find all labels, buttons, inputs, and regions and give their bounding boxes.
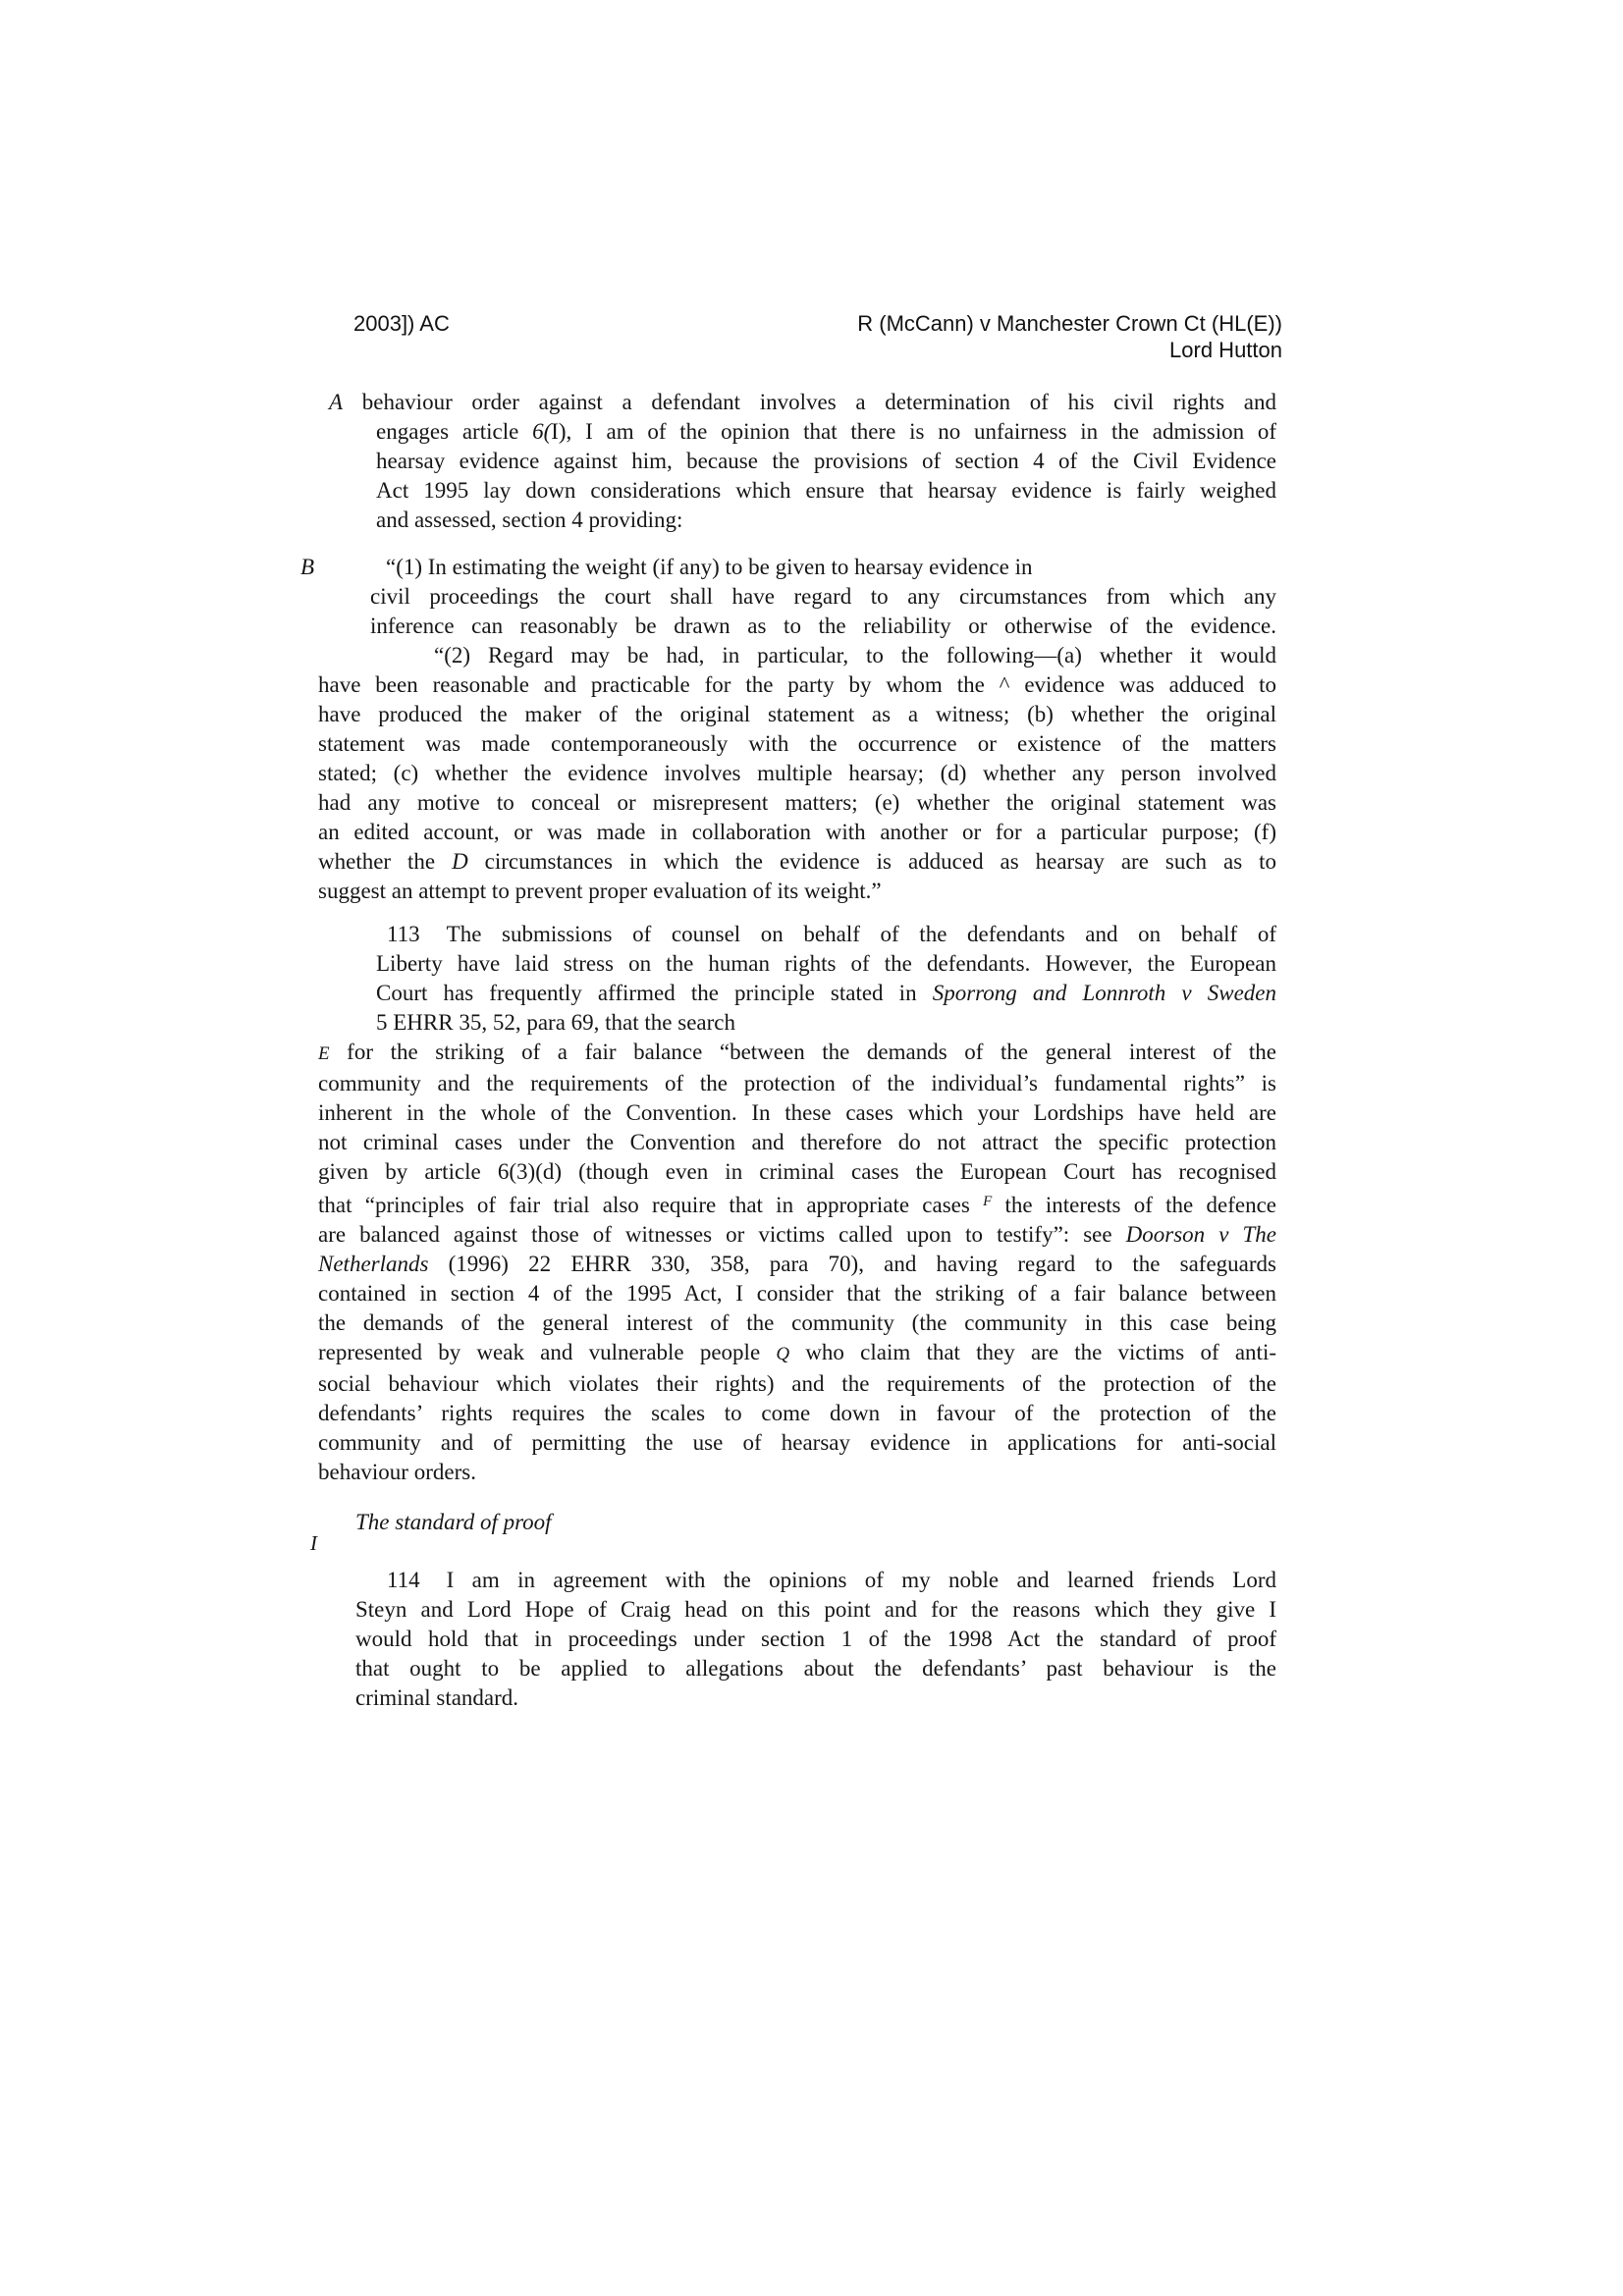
- text-segment: contained in section 4 of the 1995 Act, I consider that the striking of a fair balance between: [318, 1281, 1276, 1306]
- text-line: [318, 1279, 1276, 1308]
- para-a: [318, 388, 1276, 535]
- header-case-block: [318, 310, 1282, 363]
- text-segment: for the striking of a fair balance “between the demands of the general interest of the: [329, 1040, 1276, 1064]
- text-segment: 6(: [532, 419, 552, 444]
- text-segment: I), I am of the opinion that there is no unfairness in the admission of: [551, 419, 1276, 444]
- text-segment: The standard of proof: [355, 1510, 552, 1534]
- text-segment: I am in agreement with the opinions of my noble and learned friends Lord: [446, 1568, 1276, 1592]
- text-segment: D: [452, 849, 468, 874]
- text-line: [318, 1187, 1276, 1220]
- text-line: [318, 1338, 1276, 1369]
- text-segment: whether the: [318, 849, 453, 874]
- text-segment: Liberty have laid stress on the human rights of the defendants. However, the European: [376, 951, 1276, 976]
- text-line: [318, 388, 1276, 417]
- text-segment: hearsay evidence against him, because the provisions of section 4 of the Civil Evidence: [376, 449, 1276, 473]
- text-segment: that “principles of fair trial also require that in appropriate cases: [318, 1193, 984, 1217]
- text-line: [318, 447, 1276, 476]
- text-segment: inference can reasonably be drawn as to the reliability or otherwise of the evidence.: [370, 614, 1276, 638]
- text-line: [318, 1508, 1276, 1537]
- text-segment: behaviour orders.: [318, 1460, 476, 1484]
- text-line: [318, 476, 1276, 506]
- margin-letter-i: I: [310, 1531, 317, 1555]
- text-line: [318, 877, 1276, 906]
- text-segment: suggest an attempt to prevent proper evaluation of its weight.”: [318, 879, 882, 903]
- text-line: [318, 1654, 1276, 1683]
- text-line: [318, 1399, 1276, 1428]
- text-line: [318, 612, 1276, 641]
- text-segment: The submissions of counsel on behalf of the defendants and on behalf of: [446, 922, 1276, 946]
- text-line: [318, 759, 1276, 788]
- text-line: [318, 1683, 1276, 1713]
- text-segment: social behaviour which violates their rights) and the requirements of the protection of the: [318, 1371, 1276, 1396]
- text-line: [318, 1157, 1276, 1187]
- header-judge: Lord Hutton: [1169, 338, 1282, 362]
- text-line: [318, 582, 1276, 612]
- text-line: [318, 979, 1276, 1008]
- text-segment: who claim that they are the victims of anti-: [789, 1340, 1276, 1364]
- text-segment: criminal standard.: [355, 1685, 519, 1710]
- text-segment: Netherlands: [318, 1252, 429, 1276]
- text-line: [318, 1595, 1276, 1625]
- text-segment: community and of permitting the use of hearsay evidence in applications for anti-social: [318, 1430, 1276, 1455]
- text-segment: represented by weak and vulnerable people: [318, 1340, 777, 1364]
- text-segment: 113: [387, 922, 420, 946]
- text-segment: 114: [387, 1568, 420, 1592]
- text-line: [318, 506, 1276, 535]
- text-segment: E: [318, 1043, 330, 1064]
- text-segment: inherent in the whole of the Convention. In these cases which your Lordships have held are: [318, 1100, 1276, 1125]
- text-line: [318, 729, 1276, 759]
- quote-b: [300, 553, 1276, 906]
- text-line: [318, 1308, 1276, 1338]
- text-segment: Doorson v The: [1125, 1222, 1276, 1247]
- text-segment: have been reasonable and practicable for the party by whom the ^ evidence was adduced to: [318, 672, 1276, 697]
- text-line: [318, 1098, 1276, 1128]
- para-113: [318, 920, 1276, 1487]
- text-segment: (1996) 22 EHRR 330, 358, para 70), and having regard to the safeguards: [428, 1252, 1276, 1276]
- text-segment: 5 EHRR 35, 52, para 69, that the search: [376, 1010, 735, 1035]
- text-segment: stated; (c) whether the evidence involves multiple hearsay; (d) whether any person involved: [318, 761, 1276, 785]
- body-text: [300, 388, 1276, 1713]
- text-line: [318, 1008, 1276, 1038]
- text-segment: Sporrong and Lonnroth v Sweden: [932, 981, 1276, 1005]
- text-segment: that ought to be applied to allegations about the defendants’ past behaviour is the: [355, 1656, 1276, 1681]
- text-segment: behaviour order against a defendant involves a determination of his civil rights and: [343, 390, 1276, 414]
- text-line: [318, 1220, 1276, 1250]
- text-segment: Court has frequently affirmed the principle stated in: [376, 981, 933, 1005]
- text-line: [318, 1458, 1276, 1487]
- text-line: [318, 1069, 1276, 1098]
- text-line: [300, 553, 1276, 582]
- text-line: [318, 700, 1276, 729]
- text-line: [318, 1566, 1276, 1595]
- text-line: [318, 1128, 1276, 1157]
- text-line: [318, 818, 1276, 847]
- text-line: [318, 641, 1276, 670]
- text-segment: defendants’ rights requires the scales to come down in favour of the protection of the: [318, 1401, 1276, 1425]
- text-line: [318, 417, 1276, 447]
- text-line: [318, 1250, 1276, 1279]
- text-line: [318, 1625, 1276, 1654]
- text-segment: not criminal cases under the Convention and therefore do not attract the specific protection: [318, 1130, 1276, 1154]
- text-line: [318, 920, 1276, 949]
- text-segment: circumstances in which the evidence is adduced as hearsay are such as to: [467, 849, 1276, 874]
- text-segment: Q: [776, 1344, 790, 1364]
- text-segment: Steyn and Lord Hope of Craig head on this point and for the reasons which they give I: [355, 1597, 1276, 1622]
- text-segment: engages article: [376, 419, 533, 444]
- page-header: [318, 310, 1282, 363]
- heading: [318, 1508, 1276, 1537]
- margin-letter: B: [300, 555, 315, 579]
- text-segment: “(1) In estimating the weight (if any) to be given to hearsay evidence in: [386, 555, 1033, 579]
- header-citation: 2003]) AC: [353, 311, 450, 336]
- text-line: [318, 788, 1276, 818]
- para-114: [318, 1566, 1276, 1713]
- text-segment: and assessed, section 4 providing:: [376, 507, 683, 532]
- text-segment: community and the requirements of the protection of the individual’s fundamental rights” is: [318, 1071, 1276, 1095]
- text-line: [318, 670, 1276, 700]
- text-segment: A: [329, 390, 344, 414]
- text-line: [318, 1369, 1276, 1399]
- text-segment: given by article 6(3)(d) (though even in criminal cases the European Court has recognised: [318, 1159, 1276, 1184]
- text-segment: statement was made contemporaneously with the occurrence or existence of the matters: [318, 731, 1276, 756]
- text-line: [318, 1428, 1276, 1458]
- text-segment: Act 1995 lay down considerations which ensure that hearsay evidence is fairly weighed: [376, 478, 1276, 503]
- text-segment: had any motive to conceal or misrepresent matters; (e) whether the original statement was: [318, 790, 1276, 815]
- text-segment: the interests of the defence: [992, 1193, 1276, 1217]
- text-line: [318, 1038, 1276, 1069]
- text-segment: “(2) Regard may be had, in particular, to the following—(a) whether it would: [434, 643, 1276, 667]
- text-segment: an edited account, or was made in collaboration with another or for a particular purpose; (f): [318, 820, 1276, 844]
- text-segment: have produced the maker of the original statement as a witness; (b) whether the original: [318, 702, 1276, 726]
- text-segment: are balanced against those of witnesses or victims called upon to testify”: see: [318, 1222, 1126, 1247]
- text-segment: the demands of the general interest of the community (the community in this case being: [318, 1310, 1276, 1335]
- text-segment: F: [983, 1194, 993, 1209]
- text-segment: would hold that in proceedings under section 1 of the 1998 Act the standard of proof: [355, 1627, 1276, 1651]
- text-segment: civil proceedings the court shall have regard to any circumstances from which any: [370, 584, 1276, 609]
- text-line: [318, 847, 1276, 877]
- header-case-title: R (McCann) v Manchester Crown Ct (HL(E)): [857, 311, 1282, 336]
- text-line: [318, 949, 1276, 979]
